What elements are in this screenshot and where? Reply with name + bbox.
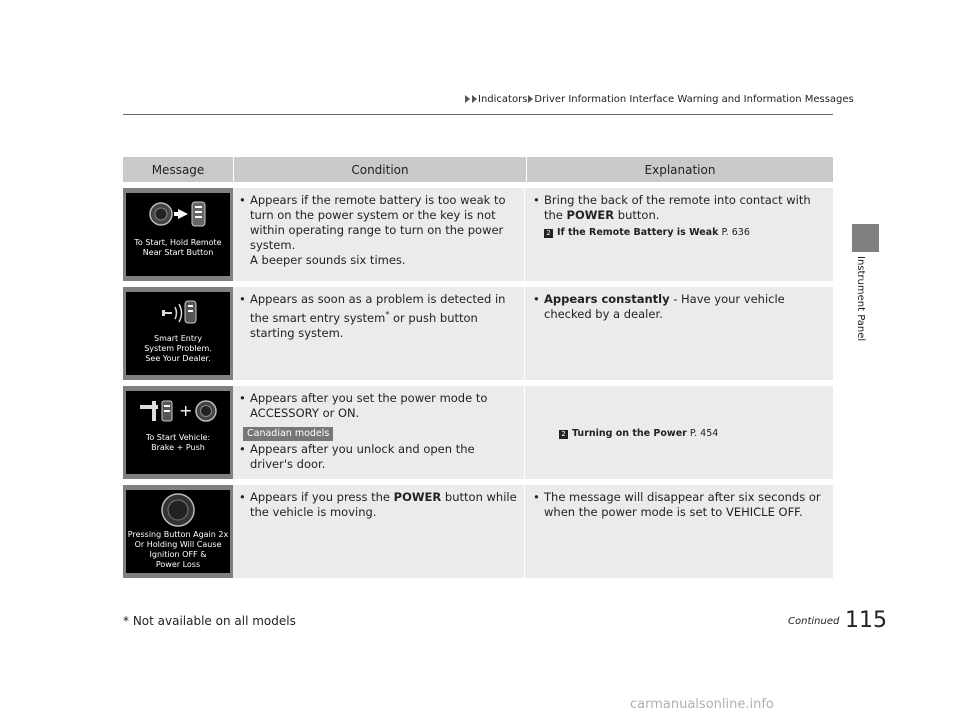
- breadcrumb-section[interactable]: Driver Information Interface Warning and Information Messages: [534, 94, 854, 105]
- breadcrumb-indicators[interactable]: Indicators: [478, 94, 528, 105]
- canadian-models-badge: Canadian models: [243, 427, 333, 441]
- footnote-marker: *: [385, 310, 390, 319]
- condition-cell: • Appears if you press the POWER button while the vehicle is moving.: [233, 485, 525, 578]
- screen-line: See Your Dealer.: [145, 354, 211, 363]
- screen-line: To Start, Hold Remote: [134, 238, 222, 247]
- chapter-label: Instrument Panel: [855, 256, 866, 342]
- message-image: [123, 188, 233, 281]
- cross-reference-link[interactable]: 2 Turning on the Power P. 454: [548, 426, 718, 441]
- display-screen: [126, 292, 230, 375]
- power-button-icon: [158, 492, 198, 528]
- screen-line: Power Loss: [155, 560, 201, 569]
- table-row: [123, 485, 833, 578]
- screen-line: Smart Entry: [153, 334, 203, 343]
- display-screen: [126, 490, 230, 573]
- bullet-icon: •: [533, 490, 540, 504]
- screen-line: Brake + Push: [151, 443, 205, 452]
- bullet-icon: •: [239, 292, 246, 306]
- breadcrumb: [464, 94, 854, 105]
- table-row: [123, 188, 833, 281]
- table-row: [123, 287, 833, 380]
- message-image: [123, 386, 233, 479]
- screen-line: Or Holding Will Cause: [134, 540, 222, 549]
- table-row: [123, 386, 833, 479]
- bullet-icon: •: [239, 490, 246, 504]
- explanation-cell: [525, 386, 833, 479]
- continued-label: Continued: [788, 616, 840, 627]
- bullet-icon: •: [533, 193, 540, 207]
- display-screen: [126, 193, 230, 276]
- cross-reference-link[interactable]: 2 If the Remote Battery is Weak P. 636: [533, 225, 827, 240]
- breadcrumb-arrow-icon: [465, 95, 470, 103]
- screen-line: Pressing Button Again 2x: [127, 530, 229, 539]
- bullet-icon: •: [239, 391, 246, 405]
- header-message: Message: [123, 157, 234, 182]
- condition-cell: • Appears if the remote battery is too weak to turn on the power system or the key is not within operating range to turn on the power system. A beeper sounds six times.: [233, 188, 525, 281]
- screen-line: Ignition OFF &: [149, 550, 207, 559]
- display-screen: [126, 391, 230, 474]
- reference-arrow-icon: 2: [544, 229, 553, 238]
- header-rule: [123, 114, 833, 115]
- breadcrumb-arrow-icon: [528, 95, 533, 103]
- bullet-icon: •: [239, 442, 246, 456]
- footnote: * Not available on all models: [123, 614, 296, 628]
- page-number: 115: [845, 608, 887, 633]
- breadcrumb-arrow-icon: [472, 95, 477, 103]
- screen-line: Near Start Button: [142, 248, 214, 257]
- screen-line: To Start Vehicle:: [145, 433, 211, 442]
- brake-plus-button-icon: [134, 397, 224, 425]
- table-header: [123, 157, 833, 182]
- condition-cell: • Appears after you set the power mode to ACCESSORY or ON. Canadian models • Appears after you unlock and open the driver's door.: [233, 386, 525, 479]
- explanation-cell: • Bring the back of the remote into contact with the POWER button. 2 If the Remote Battery is Weak P. 636: [525, 188, 833, 281]
- screen-line: System Problem.: [144, 344, 212, 353]
- message-table: [123, 157, 833, 578]
- condition-cell: • Appears as soon as a problem is detected in the smart entry system* or push button starting system.: [233, 287, 525, 380]
- explanation-cell: • The message will disappear after six seconds or when the power mode is set to VEHICLE OFF.: [533, 490, 821, 519]
- smart-entry-key-icon: [160, 299, 200, 327]
- bullet-icon: •: [533, 292, 540, 306]
- header-explanation: Explanation: [644, 162, 716, 177]
- svg-text:+: +: [179, 401, 193, 420]
- message-image: [123, 485, 233, 578]
- chapter-tab: [852, 224, 879, 252]
- watermark: carmanualsonline.info: [630, 697, 774, 712]
- reference-arrow-icon: 2: [559, 430, 568, 439]
- header-condition: Condition: [234, 157, 527, 182]
- message-image: [123, 287, 233, 380]
- bullet-icon: •: [239, 193, 246, 207]
- remote-to-button-icon: [148, 199, 208, 229]
- explanation-cell: • Appears constantly - Have your vehicle checked by a dealer.: [533, 292, 785, 321]
